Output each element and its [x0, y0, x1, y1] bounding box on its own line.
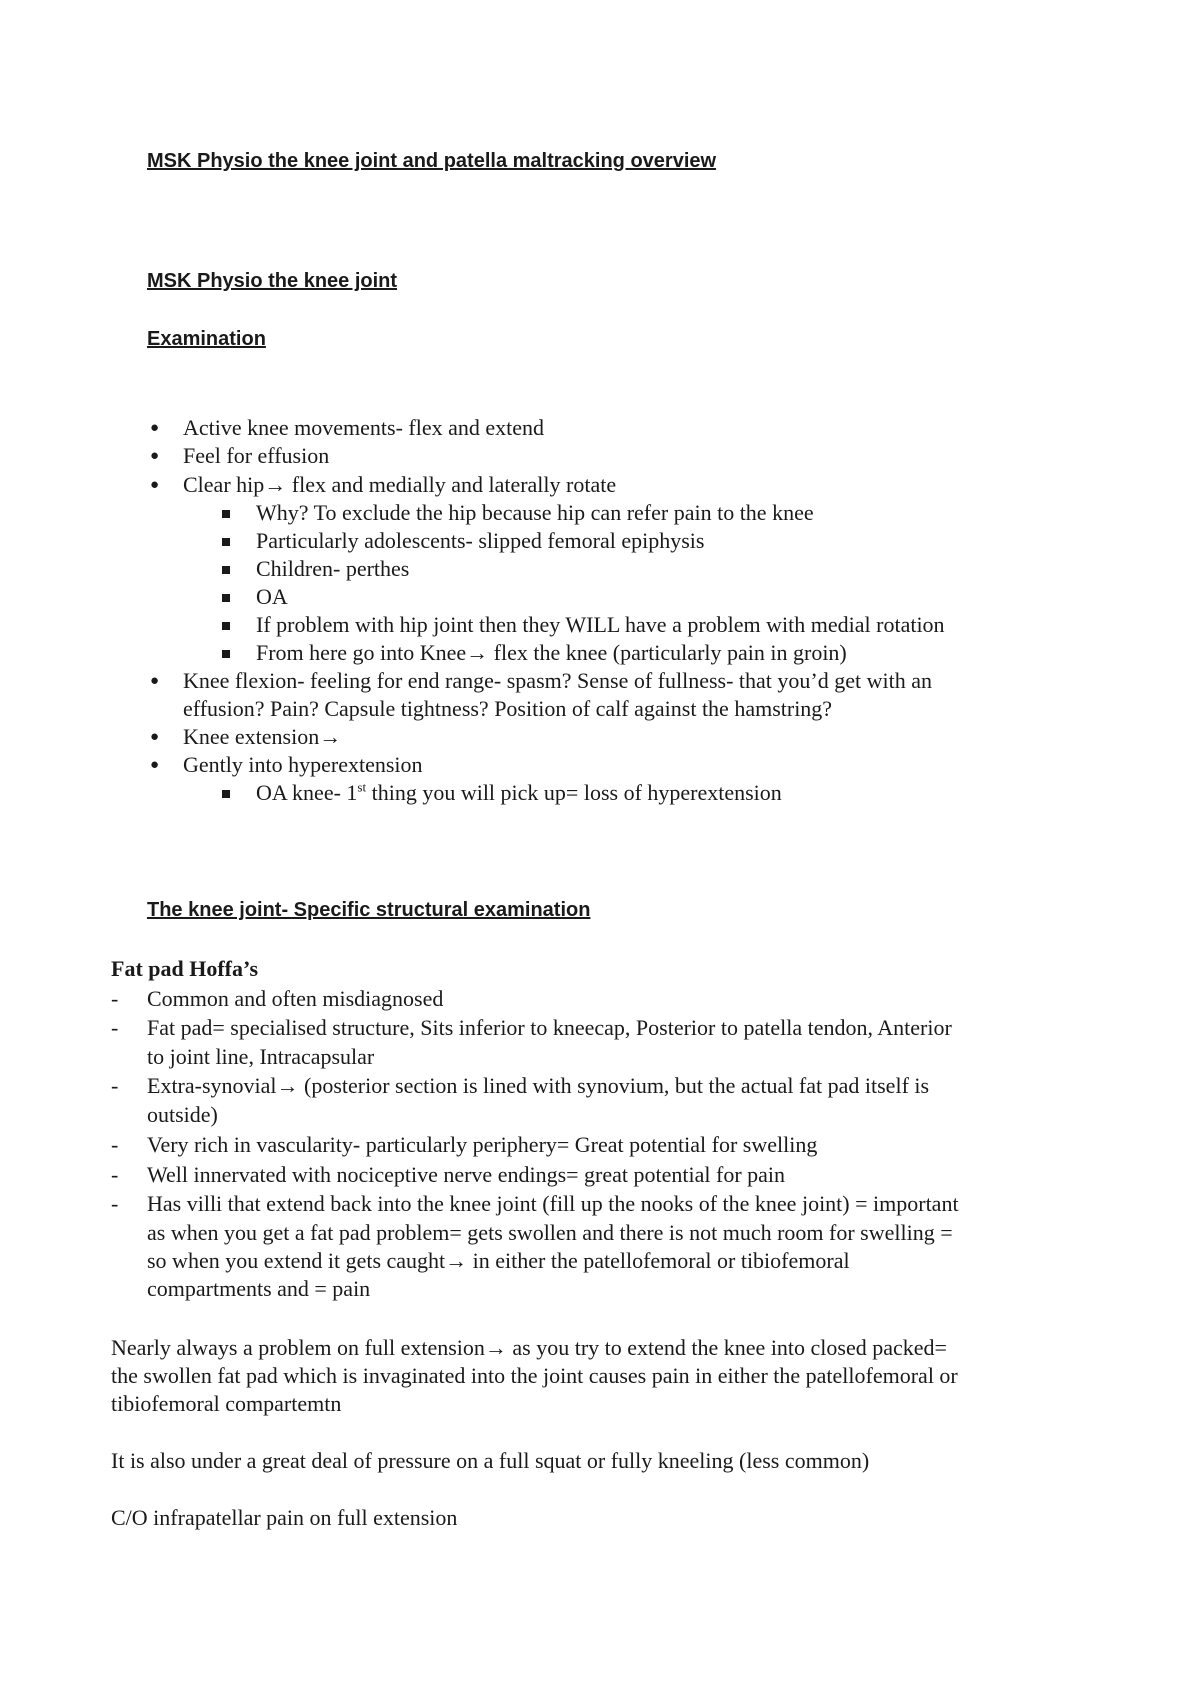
list-item-continuation: compartments and = pain	[147, 1276, 371, 1301]
list-item: Knee extension→	[183, 724, 342, 749]
list-item: Fat pad= specialised structure, Sits inferior to kneecap, Posterior to patella tendon, Anterior	[147, 1015, 952, 1040]
fat-pad-heading: Fat pad Hoffa’s	[111, 956, 259, 981]
square-bullet-icon	[222, 594, 230, 602]
sub-list-item: Children- perthes	[256, 556, 410, 581]
section-heading-structural-examination: The knee joint- Specific structural examination	[147, 899, 591, 921]
list-item-continuation: so when you extend it gets caught→ in either the patellofemoral or tibiofemoral	[147, 1248, 850, 1273]
sub-list-item: OA	[256, 584, 288, 609]
dash-marker: -	[111, 1015, 119, 1040]
bullet-icon: ●	[150, 420, 160, 436]
bullet-icon: ●	[150, 448, 160, 464]
dash-marker: -	[111, 1132, 119, 1157]
dash-marker: -	[111, 1073, 119, 1098]
dash-marker: -	[111, 1191, 119, 1216]
oa-text-prefix: OA knee- 1	[256, 780, 358, 805]
list-item: Has villi that extend back into the knee joint (fill up the nooks of the knee joint) = important	[147, 1191, 959, 1216]
paragraph-pressure: It is also under a great deal of pressure on a full squat or fully kneeling (less common)	[111, 1448, 870, 1473]
section-heading-knee-joint: MSK Physio the knee joint	[147, 270, 398, 292]
paragraph-line: the swollen fat pad which is invaginated into the joint causes pain in either the patellofemoral or	[111, 1363, 958, 1388]
square-bullet-icon	[222, 790, 230, 798]
list-item: Feel for effusion	[183, 443, 330, 468]
bullet-icon: ●	[150, 757, 160, 773]
sub-list-item: Why? To exclude the hip because hip can refer pain to the knee	[256, 500, 814, 525]
sub-list-item: Particularly adolescents- slipped femoral epiphysis	[256, 528, 705, 553]
sub-list-item: From here go into Knee→ flex the knee (particularly pain in groin)	[256, 640, 847, 665]
list-item-continuation: outside)	[147, 1102, 218, 1127]
square-bullet-icon	[222, 510, 230, 518]
list-item: Well innervated with nociceptive nerve endings= great potential for pain	[147, 1162, 786, 1187]
oa-superscript: st	[357, 779, 367, 795]
dash-marker: -	[111, 986, 119, 1011]
bullet-icon: ●	[150, 477, 160, 493]
list-item: Gently into hyperextension	[183, 752, 423, 777]
document-title: MSK Physio the knee joint and patella maltracking overview	[147, 150, 717, 172]
list-item: Clear hip→ flex and medially and laterally rotate	[183, 472, 617, 497]
paragraph-infrapatellar: C/O infrapatellar pain on full extension	[111, 1505, 458, 1530]
square-bullet-icon	[222, 622, 230, 630]
list-item: Very rich in vascularity- particularly periphery= Great potential for swelling	[147, 1132, 818, 1157]
oa-text-suffix: thing you will pick up= loss of hyperextension	[366, 780, 782, 805]
list-item-continuation: as when you get a fat pad problem= gets swollen and there is not much room for swelling =	[147, 1220, 953, 1245]
list-item: Knee flexion- feeling for end range- spasm? Sense of fullness- that you’d get with an	[183, 668, 932, 693]
section-heading-examination: Examination	[147, 328, 266, 350]
square-bullet-icon	[222, 566, 230, 574]
list-item-continuation: to joint line, Intracapsular	[147, 1044, 375, 1069]
paragraph-line: tibiofemoral compartemtn	[111, 1391, 342, 1416]
list-item: Common and often misdiagnosed	[147, 986, 444, 1011]
paragraph-line: Nearly always a problem on full extension→ as you try to extend the knee into closed packed=	[111, 1335, 947, 1360]
bullet-icon: ●	[150, 673, 160, 689]
sub-list-item: If problem with hip joint then they WILL have a problem with medial rotation	[256, 612, 945, 637]
bullet-icon: ●	[150, 729, 160, 745]
square-bullet-icon	[222, 650, 230, 658]
sub-list-item	[256, 779, 782, 807]
list-item: Extra-synovial→ (posterior section is lined with synovium, but the actual fat pad itself is	[147, 1073, 930, 1098]
list-item: Active knee movements- flex and extend	[183, 415, 545, 440]
square-bullet-icon	[222, 538, 230, 546]
list-item-continuation: effusion? Pain? Capsule tightness? Position of calf against the hamstring?	[183, 696, 833, 721]
dash-marker: -	[111, 1162, 119, 1187]
